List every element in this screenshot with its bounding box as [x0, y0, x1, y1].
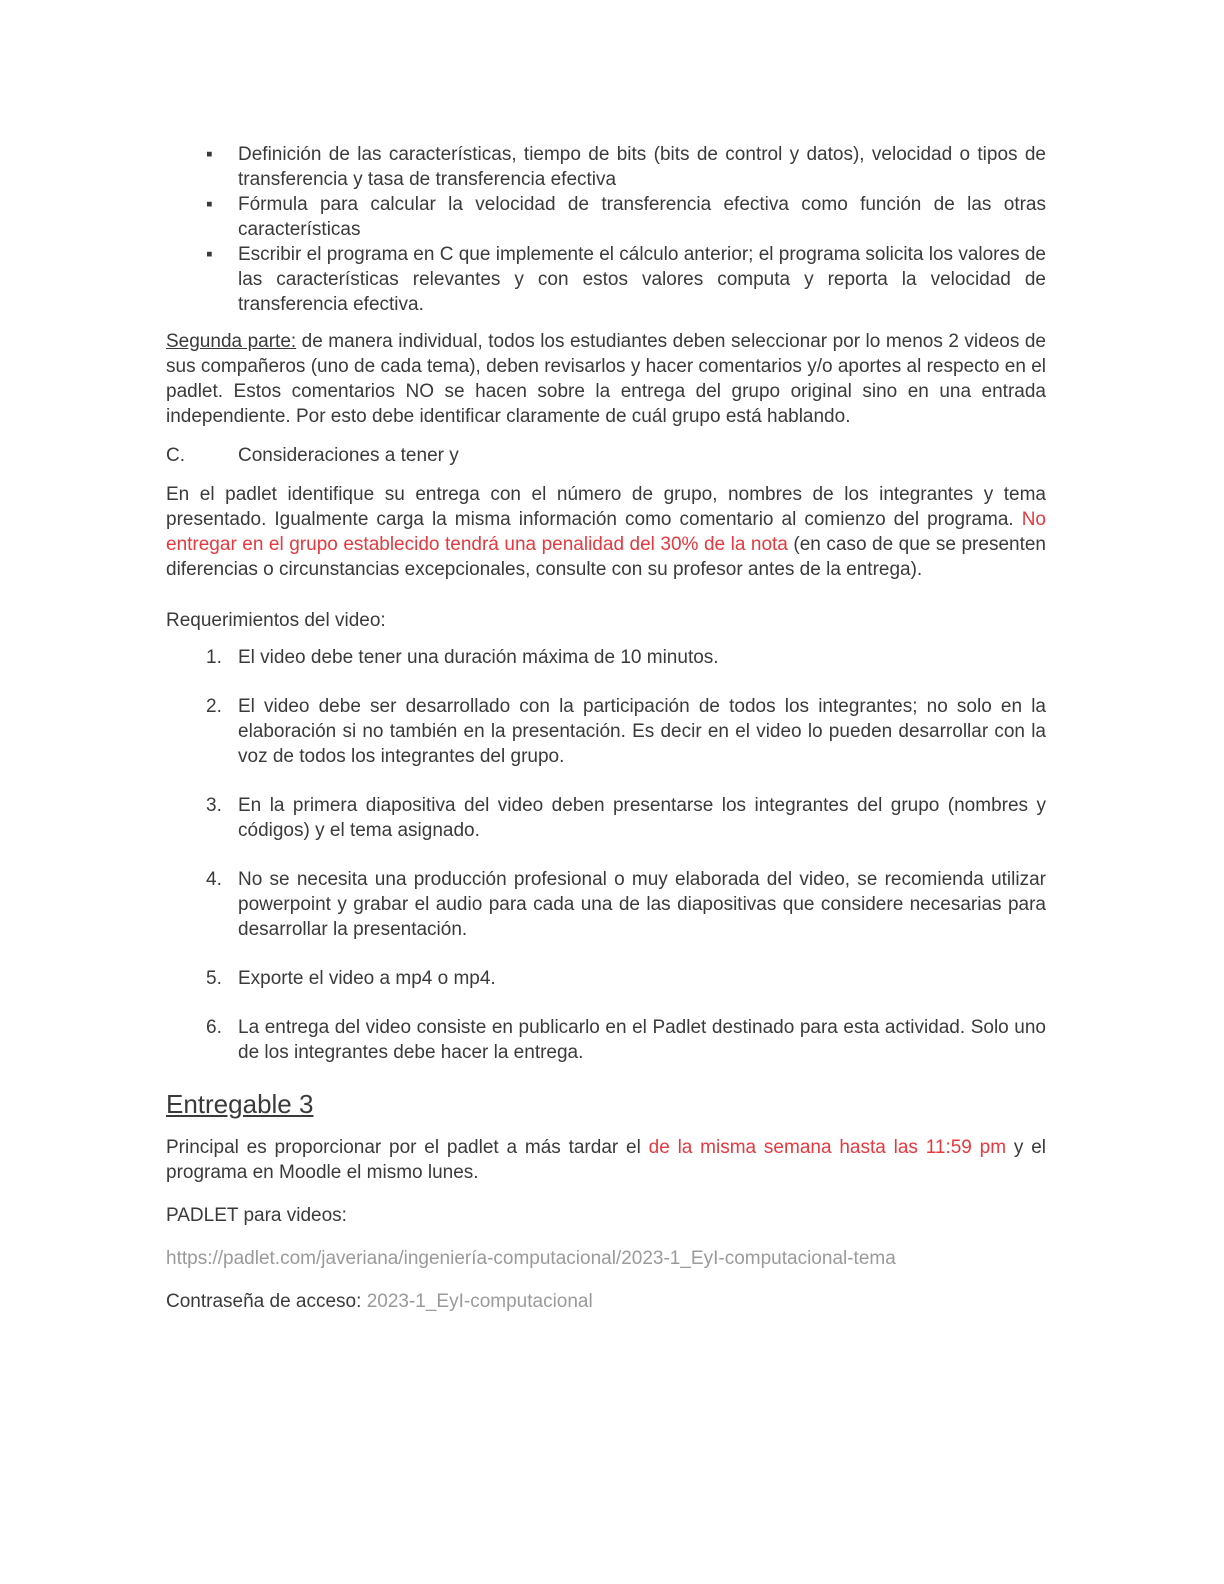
characteristics-bullet-list [166, 142, 1046, 317]
section-c-letter: C. [166, 445, 185, 466]
requirement-text: En la primera diapositiva del video deben presentarse los integrantes del grupo (nombres y códigos) y el tema asignado. [238, 795, 1046, 841]
requirement-number: 5. [206, 968, 222, 989]
section-c-heading [166, 443, 1046, 468]
bullet-text: Definición de las características, tiempo de bits (bits de control y datos), velocidad o tipos de transferencia y tasa de transferencia efectiva [238, 144, 1046, 190]
requirement-item [166, 966, 1046, 991]
bullet-item [166, 192, 1046, 242]
requirement-item [166, 645, 1046, 670]
video-requirements-title: Requerimientos del video: [166, 610, 386, 631]
entregable-paragraph [166, 1135, 1046, 1185]
requirement-item [166, 793, 1046, 843]
entregable-text-1: Principal es proporcionar por el padlet a más tardar el [166, 1137, 649, 1158]
requirement-item [166, 867, 1046, 942]
requirement-number: 2. [206, 696, 222, 717]
requirement-text: Exporte el video a mp4 o mp4. [238, 968, 496, 989]
bullet-item [166, 142, 1046, 192]
bullet-text: Fórmula para calcular la velocidad de transferencia efectiva como función de las otras características [238, 194, 1046, 240]
segunda-parte-label: Segunda parte: [166, 331, 297, 352]
bullet-marker-icon: ▪ [206, 244, 213, 265]
requirement-number: 3. [206, 795, 222, 816]
penalty-warning: No entregar en el grupo establecido tendrá una penalidad del 30% de la nota [166, 509, 1046, 555]
password-line [166, 1289, 1046, 1314]
padlet-text-2: (en caso de que se presenten diferencias o circunstancias excepcionales, consulte con su profesor antes de la entrega). [166, 534, 1046, 580]
entregable-heading: Entregable 3 [166, 1089, 314, 1119]
bullet-item [166, 242, 1046, 317]
requirement-item [166, 694, 1046, 769]
requirement-number: 1. [206, 647, 222, 668]
password-label: Contraseña de acceso: [166, 1291, 362, 1312]
segunda-parte-paragraph [166, 329, 1046, 429]
section-c-title: Consideraciones a tener y [238, 445, 459, 466]
padlet-instructions-paragraph [166, 482, 1046, 582]
requirement-text: El video debe tener una duración máxima de 10 minutos. [238, 647, 719, 668]
padlet-link[interactable]: https://padlet.com/javeriana/ingeniería-computacional/2023-1_EyI-computacional-tema [166, 1248, 896, 1269]
requirement-text: La entrega del video consiste en publicarlo en el Padlet destinado para esta actividad. Solo uno de los integrantes debe hacer la entrega. [238, 1017, 1046, 1063]
requirement-number: 6. [206, 1017, 222, 1038]
requirement-text: El video debe ser desarrollado con la participación de todos los integrantes; no solo en la elaboración si no también en la presentación. Es decir en el video lo pueden desarrollar con la voz de todos los integrantes del grupo. [238, 696, 1046, 767]
video-requirements-list [166, 645, 1046, 1065]
requirement-number: 4. [206, 869, 222, 890]
entregable-text-2: y el programa en Moodle el mismo lunes. [166, 1137, 1046, 1183]
requirement-item [166, 1015, 1046, 1065]
requirement-text: No se necesita una producción profesional o muy elaborada del video, se recomienda utilizar powerpoint y grabar el audio para cada una de las diapositivas que considere necesarias para desarrollar la presentación. [238, 869, 1046, 940]
segunda-parte-text: de manera individual, todos los estudiantes deben seleccionar por lo menos 2 videos de sus compañeros (uno de cada tema), deben revisarlos y hacer comentarios y/o aportes al respecto en el padlet. Estos comentarios NO se hacen sobre la entrega del grupo original sino en una entrada independiente. Por esto debe identificar claramente de cuál grupo está hablando. [166, 331, 1046, 427]
document-content [166, 142, 1046, 1314]
password-value: 2023-1_EyI-computacional [366, 1291, 593, 1312]
bullet-marker-icon: ▪ [206, 194, 213, 215]
bullet-text: Escribir el programa en C que implemente el cálculo anterior; el programa solicita los valores de las características relevantes y con estos valores computa y reporta la velocidad de transferencia efectiva. [238, 244, 1046, 315]
padlet-text-1: En el padlet identifique su entrega con el número de grupo, nombres de los integrantes y tema presentado. Igualmente carga la misma información como comentario al comienzo del programa. [166, 484, 1046, 530]
deadline-highlight: de la misma semana hasta las 11:59 pm [648, 1137, 1007, 1158]
padlet-label: PADLET para videos: [166, 1205, 347, 1226]
bullet-marker-icon: ▪ [206, 144, 213, 165]
